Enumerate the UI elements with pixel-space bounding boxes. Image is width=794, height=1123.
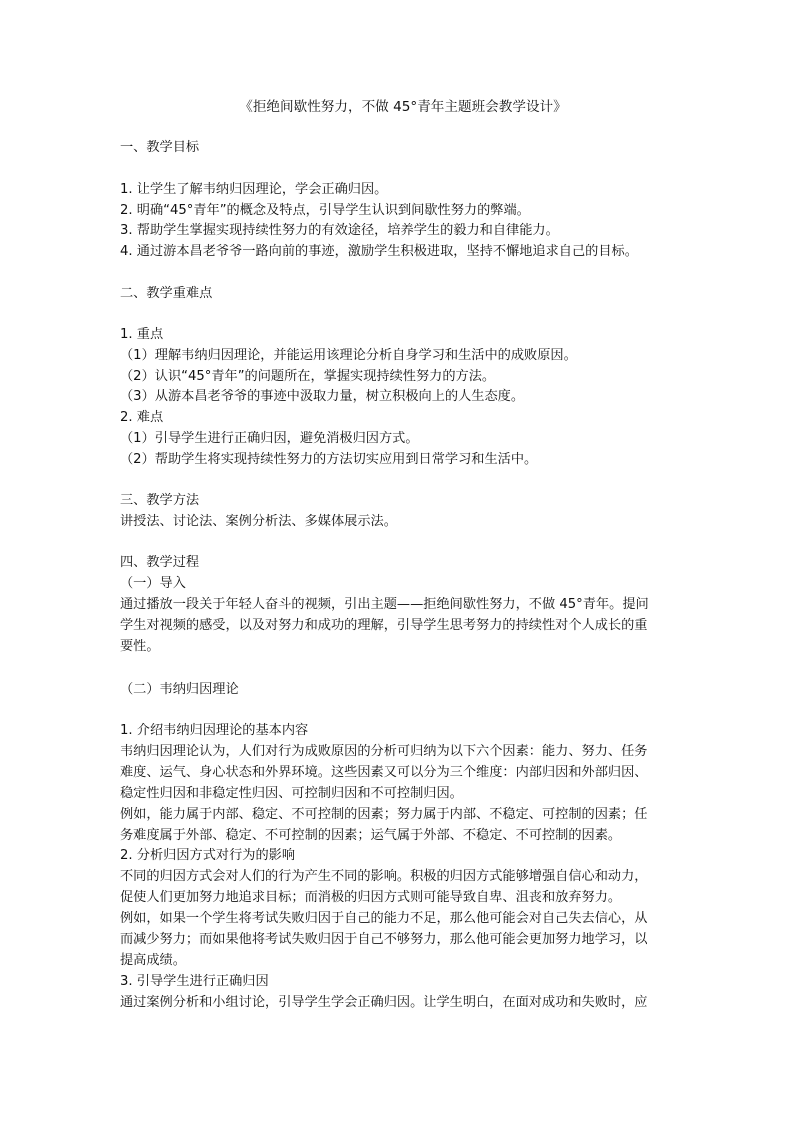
subheading-weiner: （二）韦纳归因理论: [120, 682, 239, 697]
key-point-item: （2）认识“45°青年”的问题所在，掌握实现持续性努力的方法。: [120, 369, 496, 384]
subheading-intro: （一）导入: [120, 576, 186, 591]
paragraph-line: 通过播放一段关于年轻人奋斗的视频，引出主题——拒绝间歇性努力，不做 45°青年。提问: [120, 597, 649, 612]
paragraph-line: 务难度属于外部、稳定、不可控制的因素；运气属于外部、不稳定、不可控制的因素。: [120, 828, 622, 843]
objective-item: 1. 让学生了解韦纳归因理论，学会正确归因。: [120, 182, 388, 197]
section-heading-methods: 三、教学方法: [120, 493, 200, 508]
difficulty-item: （2）帮助学生将实现持续性努力的方法切实应用到日常学习和生活中。: [120, 452, 538, 467]
difficulty-item: （1）引导学生进行正确归因，避免消极归因方式。: [120, 431, 419, 446]
paragraph-line: 而减少努力；而如果他将考试失败归因于自己不够努力，那么他可能会更加努力地学习，以: [120, 932, 648, 947]
key-point-item: （1）理解韦纳归因理论，并能运用该理论分析自身学习和生活中的成败原因。: [120, 348, 577, 363]
objective-item: 2. 明确“45°青年”的概念及特点，引导学生认识到间歇性努力的弊端。: [120, 203, 530, 218]
paragraph-line: 韦纳归因理论认为，人们对行为成败原因的分析可归纳为以下六个因素：能力、努力、任务: [120, 744, 648, 759]
paragraph-line: 例如，如果一个学生将考试失败归因于自己的能力不足，那么他可能会对自己失去信心，从: [120, 911, 648, 926]
subheading-difficulty: 2. 难点: [120, 410, 164, 425]
paragraph-line: 例如，能力属于内部、稳定、不可控制的因素；努力属于内部、不稳定、可控制的因素；任: [120, 807, 648, 822]
paragraph-line: 促使人们更加努力地追求目标；而消极的归因方式则可能导致自卑、沮丧和放弃努力。: [120, 890, 622, 905]
paragraph-line: 难度、运气、身心状态和外界环境。这些因素又可以分为三个维度：内部归因和外部归因、: [120, 765, 648, 780]
key-point-item: （3）从游本昌老爷爷的事迹中汲取力量，树立积极向上的人生态度。: [120, 389, 525, 404]
section-heading-objectives: 一、教学目标: [120, 140, 200, 155]
section-heading-process: 四、教学过程: [120, 555, 200, 570]
subheading-key: 1. 重点: [120, 327, 164, 342]
document-title: 《拒绝间歇性努力，不做 45°青年主题班会教学设计》: [239, 99, 567, 115]
paragraph-line: 学生对视频的感受，以及对努力和成功的理解，引导学生思考努力的持续性对个人成长的重: [120, 618, 648, 633]
paragraph-line: 通过案例分析和小组讨论，引导学生学会正确归因。让学生明白，在面对成功和失败时，应: [120, 995, 648, 1010]
paragraph-line: 不同的归因方式会对人们的行为产生不同的影响。积极的归因方式能够增强自信心和动力，: [120, 869, 648, 884]
paragraph-line: 提高成绩。: [120, 953, 186, 968]
objective-item: 4. 通过游本昌老爷爷一路向前的事迹，激励学生积极进取，坚持不懈地追求自己的目标。: [120, 244, 638, 259]
numbered-heading: 1. 介绍韦纳归因理论的基本内容: [120, 723, 309, 738]
paragraph-line: 要性。: [120, 639, 160, 654]
numbered-heading: 3. 引导学生进行正确归因: [120, 974, 269, 989]
methods-text: 讲授法、讨论法、案例分析法、多媒体展示法。: [120, 514, 397, 529]
paragraph-line: 稳定性归因和非稳定性归因、可控制归因和不可控制归因。: [120, 786, 463, 801]
section-heading-key-points: 二、教学重难点: [120, 286, 213, 301]
objective-item: 3. 帮助学生掌握实现持续性努力的有效途径，培养学生的毅力和自律能力。: [120, 223, 559, 238]
numbered-heading: 2. 分析归因方式对行为的影响: [120, 848, 296, 863]
